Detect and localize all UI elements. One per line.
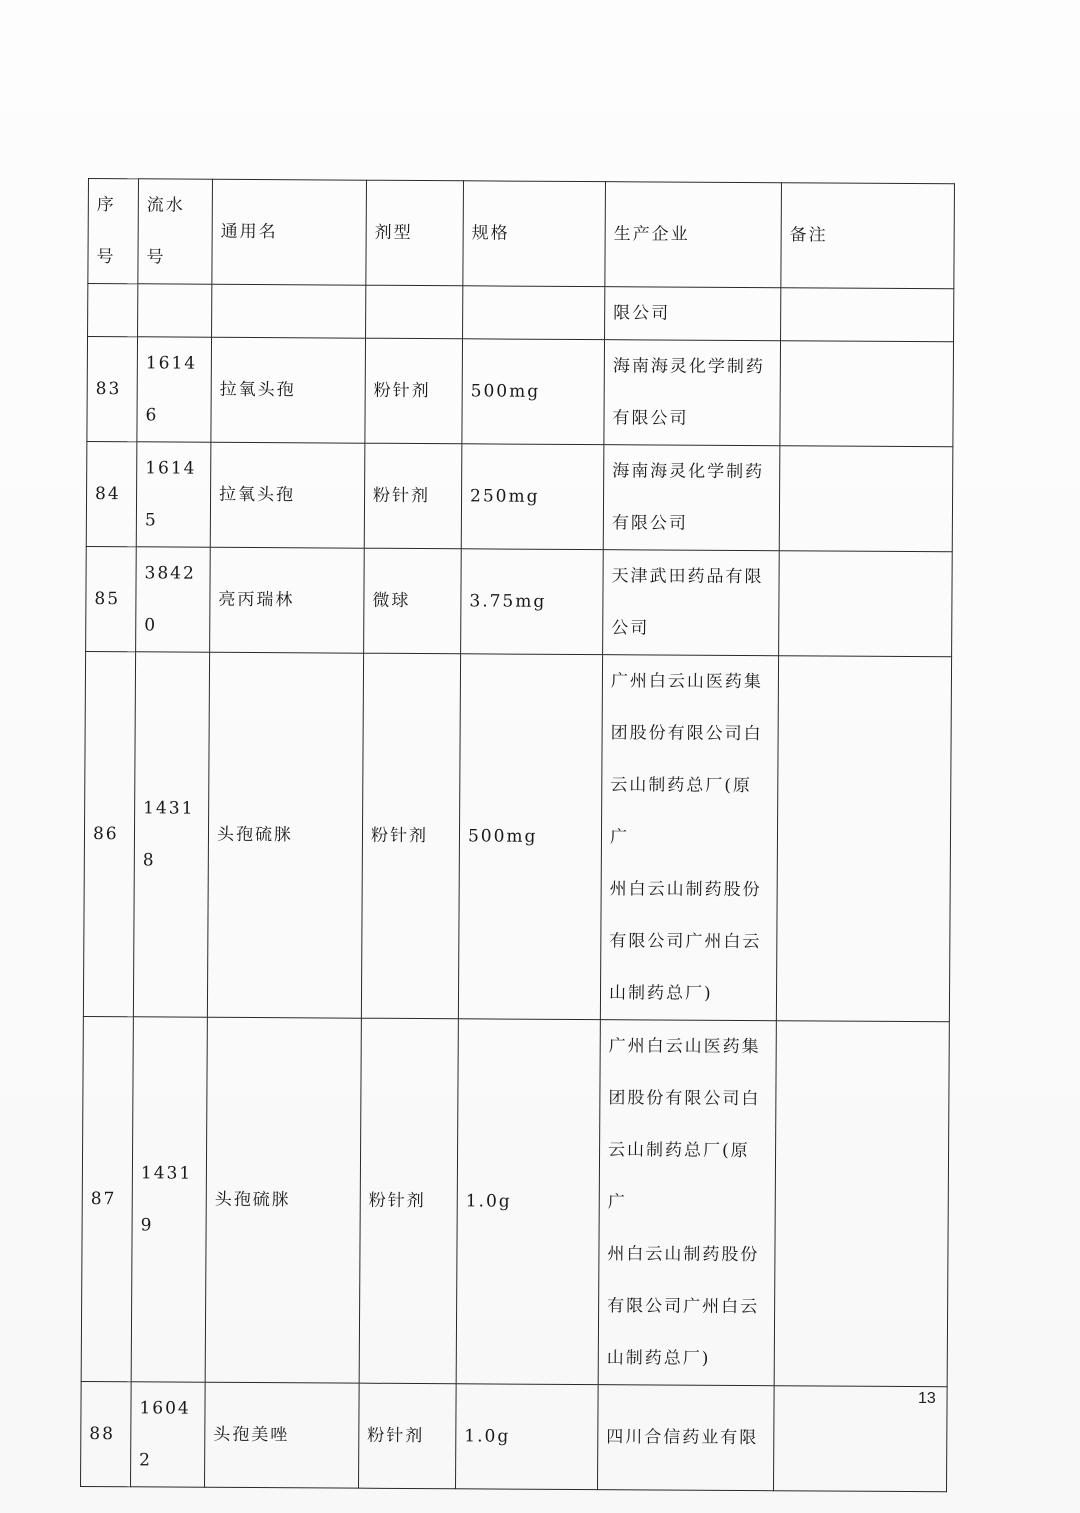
cell-maker: [604, 340, 781, 446]
cell-seq: 87: [81, 1016, 133, 1381]
maker-line: 云山制药总厂(原广: [609, 775, 752, 848]
header-spec: 规格: [463, 181, 606, 287]
header-seq-line: 号: [96, 247, 116, 268]
cell-form: 微球: [364, 548, 462, 654]
cell-maker: [605, 287, 781, 341]
cell-serial: 14318: [133, 652, 209, 1017]
cell-spec: 500mg: [462, 339, 605, 445]
header-name: 通用名: [212, 179, 367, 285]
table-row: [86, 546, 953, 656]
cell-seq: [88, 284, 138, 337]
header-seq-line: 序: [96, 195, 116, 216]
maker-line: 限公司: [613, 303, 671, 324]
cell-spec: 1.0g: [455, 1384, 598, 1490]
cell-spec: [463, 286, 605, 340]
cell-form: 粉针剂: [359, 1018, 458, 1384]
cell-seq: 88: [81, 1381, 132, 1486]
cell-spec: 1.0g: [456, 1019, 600, 1385]
header-serial-line: 流水: [146, 195, 185, 216]
maker-line: 海南海灵化学制药: [612, 461, 765, 483]
cell-form: 粉针剂: [365, 338, 463, 444]
cell-serial: [138, 284, 212, 337]
cell-name: 头孢硫脒: [205, 1017, 361, 1383]
header-serial: [138, 179, 213, 284]
maker-line: 天津武田药品有限: [611, 566, 764, 588]
cell-maker: [600, 655, 778, 1021]
cell-seq: 86: [83, 651, 135, 1016]
table-row: [86, 441, 953, 551]
maker-line: 广州白云山医药集: [608, 1036, 761, 1058]
cell-spec: 3.75mg: [461, 549, 604, 655]
maker-line: 有限公司广州白云: [607, 1296, 760, 1318]
cell-form: 粉针剂: [364, 443, 462, 549]
cell-name: [212, 284, 366, 338]
cell-name: 拉氧头孢: [210, 442, 365, 548]
cell-seq: 84: [86, 441, 137, 546]
maker-line: 广州白云山医药集: [610, 671, 763, 693]
maker-line: 有限公司: [612, 408, 689, 429]
maker-line: 山制药总厂): [608, 983, 713, 1004]
cell-note: [774, 1021, 949, 1387]
table-row: [81, 1381, 948, 1491]
maker-line: 四川合信药业有限: [606, 1427, 759, 1449]
drug-list-table: [80, 178, 955, 1492]
maker-line: 有限公司: [611, 513, 688, 534]
cell-maker: [597, 1385, 774, 1491]
cell-serial: 14319: [131, 1017, 207, 1382]
header-serial-line: 号: [146, 247, 166, 268]
header-maker: 生产企业: [605, 182, 782, 288]
cell-maker: [603, 550, 780, 656]
table-row: [81, 1016, 949, 1386]
cell-serial: 16042: [131, 1382, 206, 1487]
cell-maker: [598, 1020, 776, 1386]
cell-form: 粉针剂: [359, 1383, 457, 1489]
maker-line: 团股份有限公司白: [608, 1088, 761, 1110]
cell-name: 头孢硫脒: [207, 652, 363, 1018]
maker-line: 海南海灵化学制药: [612, 356, 765, 378]
maker-line: 公司: [611, 618, 650, 639]
header-form: 剂型: [366, 180, 464, 286]
cell-note: [780, 341, 954, 447]
maker-line: 山制药总厂): [606, 1348, 711, 1369]
table-row: [88, 284, 954, 342]
header-seq: [88, 179, 139, 284]
table-body: [81, 284, 954, 1492]
table-row: [87, 337, 954, 447]
maker-line: 云山制药总厂(原广: [607, 1140, 750, 1213]
cell-note: [779, 551, 953, 657]
cell-seq: 83: [87, 337, 138, 442]
cell-spec: 500mg: [458, 654, 602, 1020]
cell-form: [366, 285, 463, 339]
cell-name: 拉氧头孢: [211, 337, 366, 443]
cell-serial: 16146: [137, 337, 212, 442]
maker-line: 团股份有限公司白: [610, 723, 763, 745]
cell-note: [779, 446, 953, 552]
cell-serial: 16145: [136, 442, 211, 547]
cell-form: 粉针剂: [361, 653, 460, 1019]
cell-serial: 38420: [136, 547, 211, 652]
table-row: [83, 651, 951, 1021]
cell-maker: [603, 445, 780, 551]
maker-line: 州白云山制药股份: [609, 879, 762, 901]
cell-name: 亮丙瑞林: [210, 547, 365, 653]
maker-line: 有限公司广州白云: [609, 931, 762, 953]
header-note: 备注: [781, 183, 955, 289]
cell-note: [776, 656, 951, 1022]
cell-name: 头孢美唑: [205, 1382, 360, 1488]
cell-note: [781, 288, 954, 342]
maker-line: 州白云山制药股份: [607, 1244, 760, 1266]
cell-spec: 250mg: [461, 444, 604, 550]
table-header-row: [88, 179, 955, 289]
cell-seq: 85: [86, 546, 137, 651]
page-number: 13: [918, 1390, 936, 1407]
